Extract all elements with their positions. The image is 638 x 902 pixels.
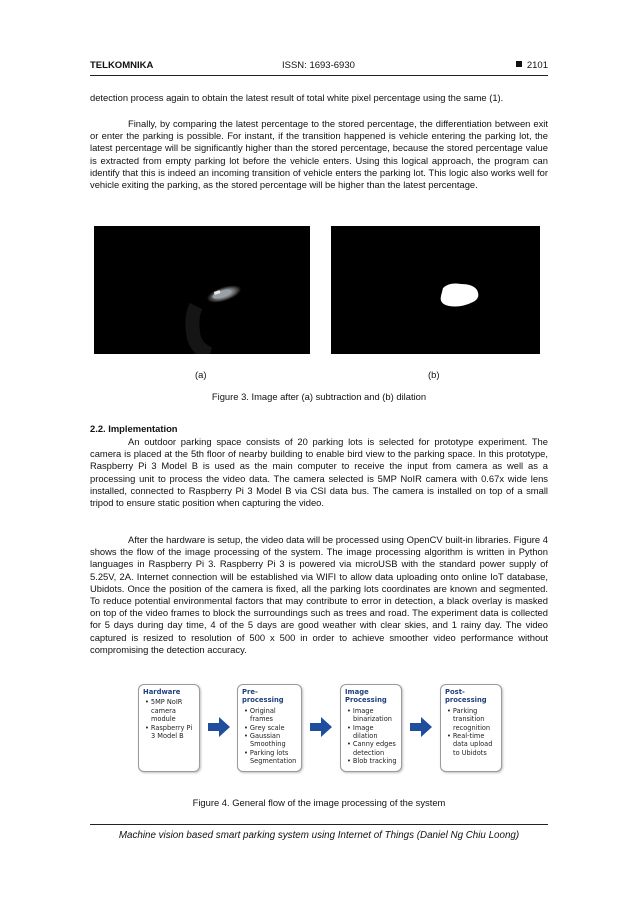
flow-box-preprocessing <box>237 684 302 772</box>
subtraction-graphic <box>94 226 310 354</box>
flow-box-item: • Parking transition recognition <box>445 707 497 732</box>
running-footer: Machine vision based smart parking system using Internet of Things (Daniel Ng Chiu Loong) <box>118 830 520 841</box>
flow-box-item: • 5MP NoIR camera module <box>143 698 195 723</box>
flow-box-item: • Real-time data upload to Ubidots <box>445 732 497 757</box>
section-heading-implementation: 2.2. Implementation <box>90 423 178 434</box>
dilation-graphic <box>331 226 540 354</box>
flow-box-item: • Raspberry Pi 3 Model B <box>143 724 195 741</box>
running-header <box>90 60 548 74</box>
paragraph-continuation: detection process again to obtain the latest result of total white pixel percentage using the same (1). <box>90 92 504 103</box>
flow-box-image-processing <box>340 684 402 772</box>
issn: ISSN: 1693-6930 <box>282 60 355 71</box>
figure3a-subtraction-image <box>94 226 310 354</box>
flow-box-item: • Canny edges detection <box>345 740 397 757</box>
flow-box-item: • Gaussian Smoothing <box>242 732 297 749</box>
figure3b-label: (b) <box>428 369 440 380</box>
flow-box-title: Pre-processing <box>242 688 284 705</box>
page-number <box>516 60 548 71</box>
paragraph-processing: After the hardware is setup, the video data will be processed using OpenCV built-in libraries. Figure 4 shows the flow of the image processing of the system. The image processing algorithm is written in Python languages in Raspberry Pi 3. Raspberry Pi 3 is powered via microUSB with the standard power supply of 5.25V, 2A. Internet connection will be established via WIFI to allow data uploading onto online IoT database, Ubidots. Once the position of the camera is fixed, all the parking lots coordinates are known and segmented. To reduce potential environmental factors that may contribute to error in detection, a black overlay is masked on top of the video frames to block the surroundings such as trees and road. The experiment data is collected for 5 days during day time, 4 of the 5 days are good weather with clear skies, and 1 rainy day. The video captured is resized to resolution of 500 x 500 in order to achieve smoother video performance without compromising the detection accuracy. <box>90 534 548 655</box>
footer-rule <box>90 824 548 825</box>
flow-box-item: • Blob tracking <box>345 757 397 765</box>
flow-box-postprocessing <box>440 684 502 772</box>
flow-box-item: • Image binarization <box>345 707 397 724</box>
figure4-caption: Figure 4. General flow of the image processing of the system <box>192 797 446 808</box>
flow-box-title: Hardware <box>143 688 181 696</box>
flow-box-title: Image Processing <box>345 688 387 705</box>
page-number-value: 2101 <box>526 60 548 71</box>
flow-box-hardware <box>138 684 200 772</box>
header-rule <box>90 75 548 76</box>
flow-box-item: • Parking lots Segmentation <box>242 749 297 766</box>
figure3b-dilation-image <box>331 226 540 354</box>
journal-name: TELKOMNIKA <box>90 60 154 71</box>
flow-arrow-icon <box>410 717 432 737</box>
flow-box-item: • Original frames <box>242 707 297 724</box>
figure3a-label: (a) <box>195 369 207 380</box>
flow-box-item: • Image dilation <box>345 724 397 741</box>
paragraph-setup: An outdoor parking space consists of 20 parking lots is selected for prototype experiment. The camera is placed at the 5th floor of nearby building to enable bird view to the parking space. In this prototype, Raspberry Pi 3 Model B is used as the main computer to receive the input from camera as well as a processing unit to process the video data. The camera selected is 5MP NoIR camera with 0.67x wide lens installed, connected to Raspberry Pi 3 Model B via CSI data bus. The camera is installed on top of a small tripod to ensure static position when capturing the video. <box>90 436 548 509</box>
paragraph-transition-logic: Finally, by comparing the latest percentage to the stored percentage, the differentiation between exit or enter the parking is possible. For instant, if the transition happened is vehicle entering the parking lot, the latest percentage will be significantly higher than the stored percentage, because the stored percentage value is extracted from empty parking lot before the vehicle enters. Using this logical approach, the program can identify that this is indeed an incoming transition of vehicle enters the parking lot. This logic also works well for vehicle exiting the parking, as the stored percentage will be higher than the latest percentage. <box>90 118 548 191</box>
figure3-caption: Figure 3. Image after (a) subtraction and (b) dilation <box>211 391 427 402</box>
flow-box-title: Post-processing <box>445 688 487 705</box>
flow-arrow-icon <box>208 717 230 737</box>
flow-arrow-icon <box>310 717 332 737</box>
flow-box-item: • Grey scale <box>242 724 297 732</box>
square-bullet-icon <box>516 61 522 67</box>
